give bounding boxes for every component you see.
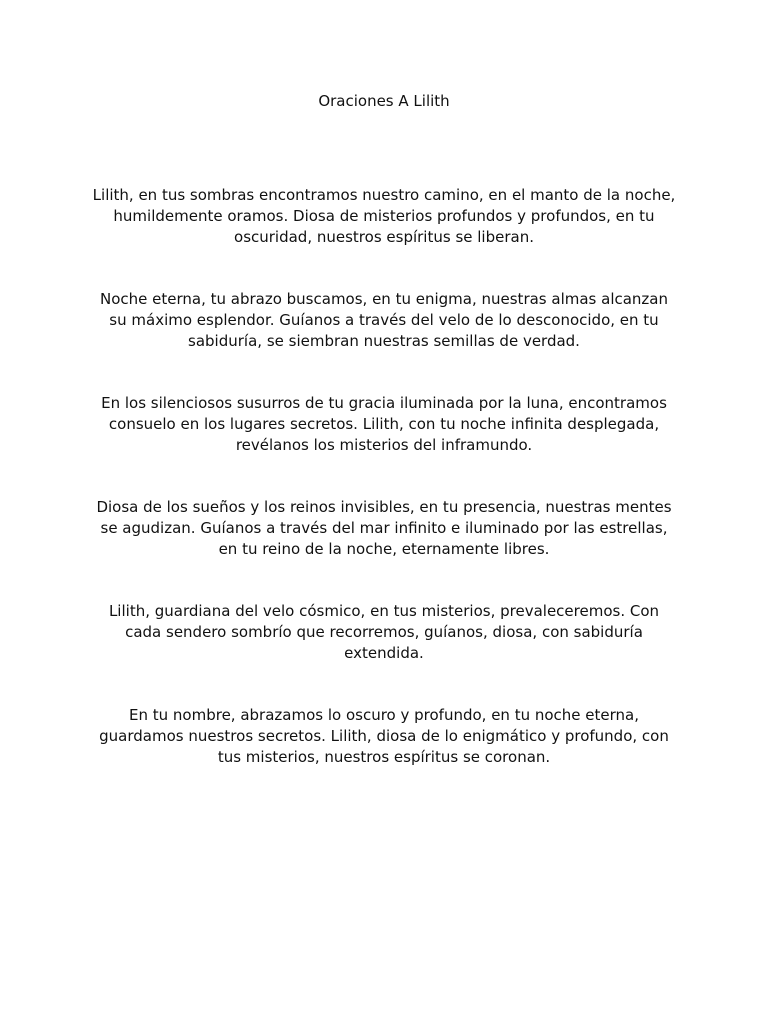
- stanza-line: guardamos nuestros secretos. Lilith, diosa de lo enigmático y profundo, con: [99, 727, 669, 745]
- stanza-line: tus misterios, nuestros espíritus se coronan.: [217, 748, 551, 766]
- stanza-line: En los silenciosos susurros de tu gracia iluminada por la luna, encontramos: [101, 394, 667, 412]
- stanza-line: oscuridad, nuestros espíritus se liberan.: [234, 228, 534, 246]
- stanza-line: En tu nombre, abrazamos lo oscuro y profundo, en tu noche eterna,: [129, 706, 639, 724]
- stanza-line: Lilith, guardiana del velo cósmico, en tus misterios, prevaleceremos. Con: [108, 602, 660, 620]
- prayer-stanza-3: [84, 393, 684, 456]
- stanza-line: extendida.: [344, 644, 424, 662]
- stanza-line: su máximo esplendor. Guíanos a través del velo de lo desconocido, en tu: [109, 311, 659, 329]
- document-title: Oraciones A Lilith: [318, 92, 450, 110]
- prayer-stanza-6: [84, 705, 684, 768]
- stanza-line: humildemente oramos. Diosa de misterios profundos y profundos, en tu: [113, 207, 655, 225]
- prayer-stanza-1: [84, 185, 684, 248]
- stanza-line: consuelo en los lugares secretos. Lilith, con tu noche infinita desplegada,: [108, 415, 660, 433]
- stanza-line: cada sendero sombrío que recorremos, guíanos, diosa, con sabiduría: [125, 623, 643, 641]
- stanza-line: Diosa de los sueños y los reinos invisibles, en tu presencia, nuestras mentes: [96, 498, 672, 516]
- stanza-line: revélanos los misterios del inframundo.: [235, 436, 533, 454]
- stanza-line: se agudizan. Guíanos a través del mar infinito e iluminado por las estrellas,: [100, 519, 668, 537]
- stanza-line: en tu reino de la noche, eternamente libres.: [218, 540, 550, 558]
- stanza-line: Noche eterna, tu abrazo buscamos, en tu enigma, nuestras almas alcanzan: [99, 290, 669, 308]
- prayer-stanza-2: [84, 289, 684, 352]
- stanza-line: sabiduría, se siembran nuestras semillas de verdad.: [188, 332, 580, 350]
- prayer-stanza-5: [84, 601, 684, 664]
- prayer-stanza-4: [84, 497, 684, 560]
- stanza-line: Lilith, en tus sombras encontramos nuestro camino, en el manto de la noche,: [92, 186, 676, 204]
